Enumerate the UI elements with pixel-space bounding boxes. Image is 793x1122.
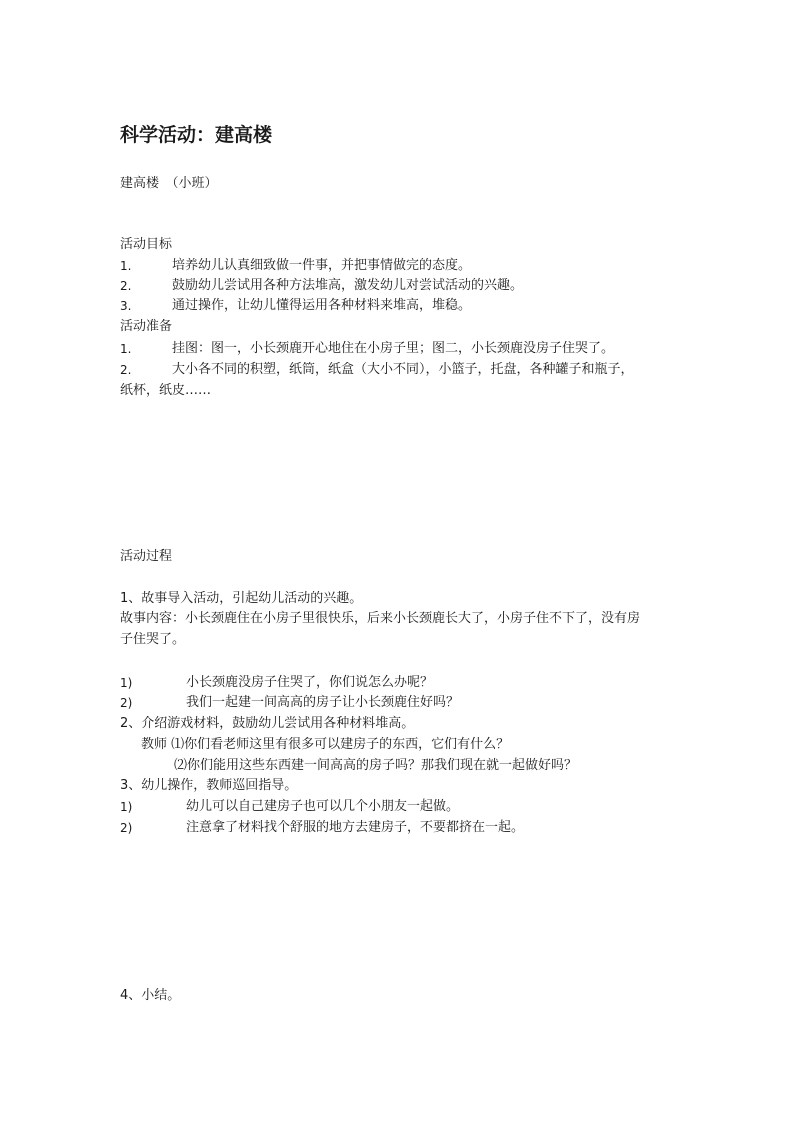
process-step-4: 4、小结。: [120, 988, 181, 1003]
subtitle: 建高楼 （小班）: [120, 176, 218, 191]
process-step-2: 2、介绍游戏材料，鼓励幼儿尝试用各种材料堆高。: [120, 716, 415, 731]
teacher-question-1: 教师 ⑴你们看老师这里有很多可以建房子的东西，它们有什么？: [141, 737, 510, 752]
operation-text: 注意拿了材料找个舒服的地方去建房子，不要都挤在一起。: [186, 820, 525, 835]
question-number: 1): [120, 676, 133, 690]
goal-text: 通过操作，让幼儿懂得运用各种材料来堆高，堆稳。: [172, 298, 472, 313]
preparation-text-continued: 纸杯，纸皮……: [120, 383, 212, 398]
process-step-3: 3、幼儿操作，教师巡回指导。: [120, 778, 298, 793]
process-heading: 活动过程: [120, 549, 173, 564]
question-text: 小长颈鹿没房子住哭了，你们说怎么办呢？: [186, 675, 434, 690]
goal-number: 3.: [120, 299, 132, 313]
teacher-question-2: ⑵你们能用这些东西建一间高高的房子吗？那我们现在就一起做好吗？: [174, 758, 578, 773]
question-text: 我们一起建一间高高的房子让小长颈鹿住好吗？: [186, 695, 460, 710]
story-text-continued: 子住哭了。: [120, 632, 186, 647]
preparation-text: 大小各不同的积塑，纸筒，纸盒（大小不同），小篮子，托盘，各种罐子和瓶子，: [172, 362, 634, 377]
operation-number: 2): [120, 821, 133, 835]
operation-number: 1): [120, 800, 133, 814]
preparation-heading: 活动准备: [120, 319, 173, 334]
goal-text: 培养幼儿认真细致做一件事，并把事情做完的态度。: [172, 258, 472, 273]
goal-text: 鼓励幼儿尝试用各种方法堆高，激发幼儿对尝试活动的兴趣。: [172, 278, 524, 293]
process-step-1: 1、故事导入活动，引起幼儿活动的兴趣。: [120, 591, 363, 606]
operation-text: 幼儿可以自己建房子也可以几个小朋友一起做。: [186, 799, 460, 814]
preparation-number: 2.: [120, 363, 132, 377]
question-number: 2): [120, 696, 133, 710]
story-text: 故事内容：小长颈鹿住在小房子里很快乐，后来小长颈鹿长大了，小房子住不下了，没有房: [120, 611, 641, 626]
preparation-text: 挂图：图一，小长颈鹿开心地住在小房子里；图二，小长颈鹿没房子住哭了。: [172, 341, 615, 356]
goal-number: 2.: [120, 279, 132, 293]
goals-heading: 活动目标: [120, 237, 173, 252]
page-title: 科学活动：建高楼: [120, 124, 273, 146]
goal-number: 1.: [120, 259, 132, 273]
preparation-number: 1.: [120, 342, 132, 356]
